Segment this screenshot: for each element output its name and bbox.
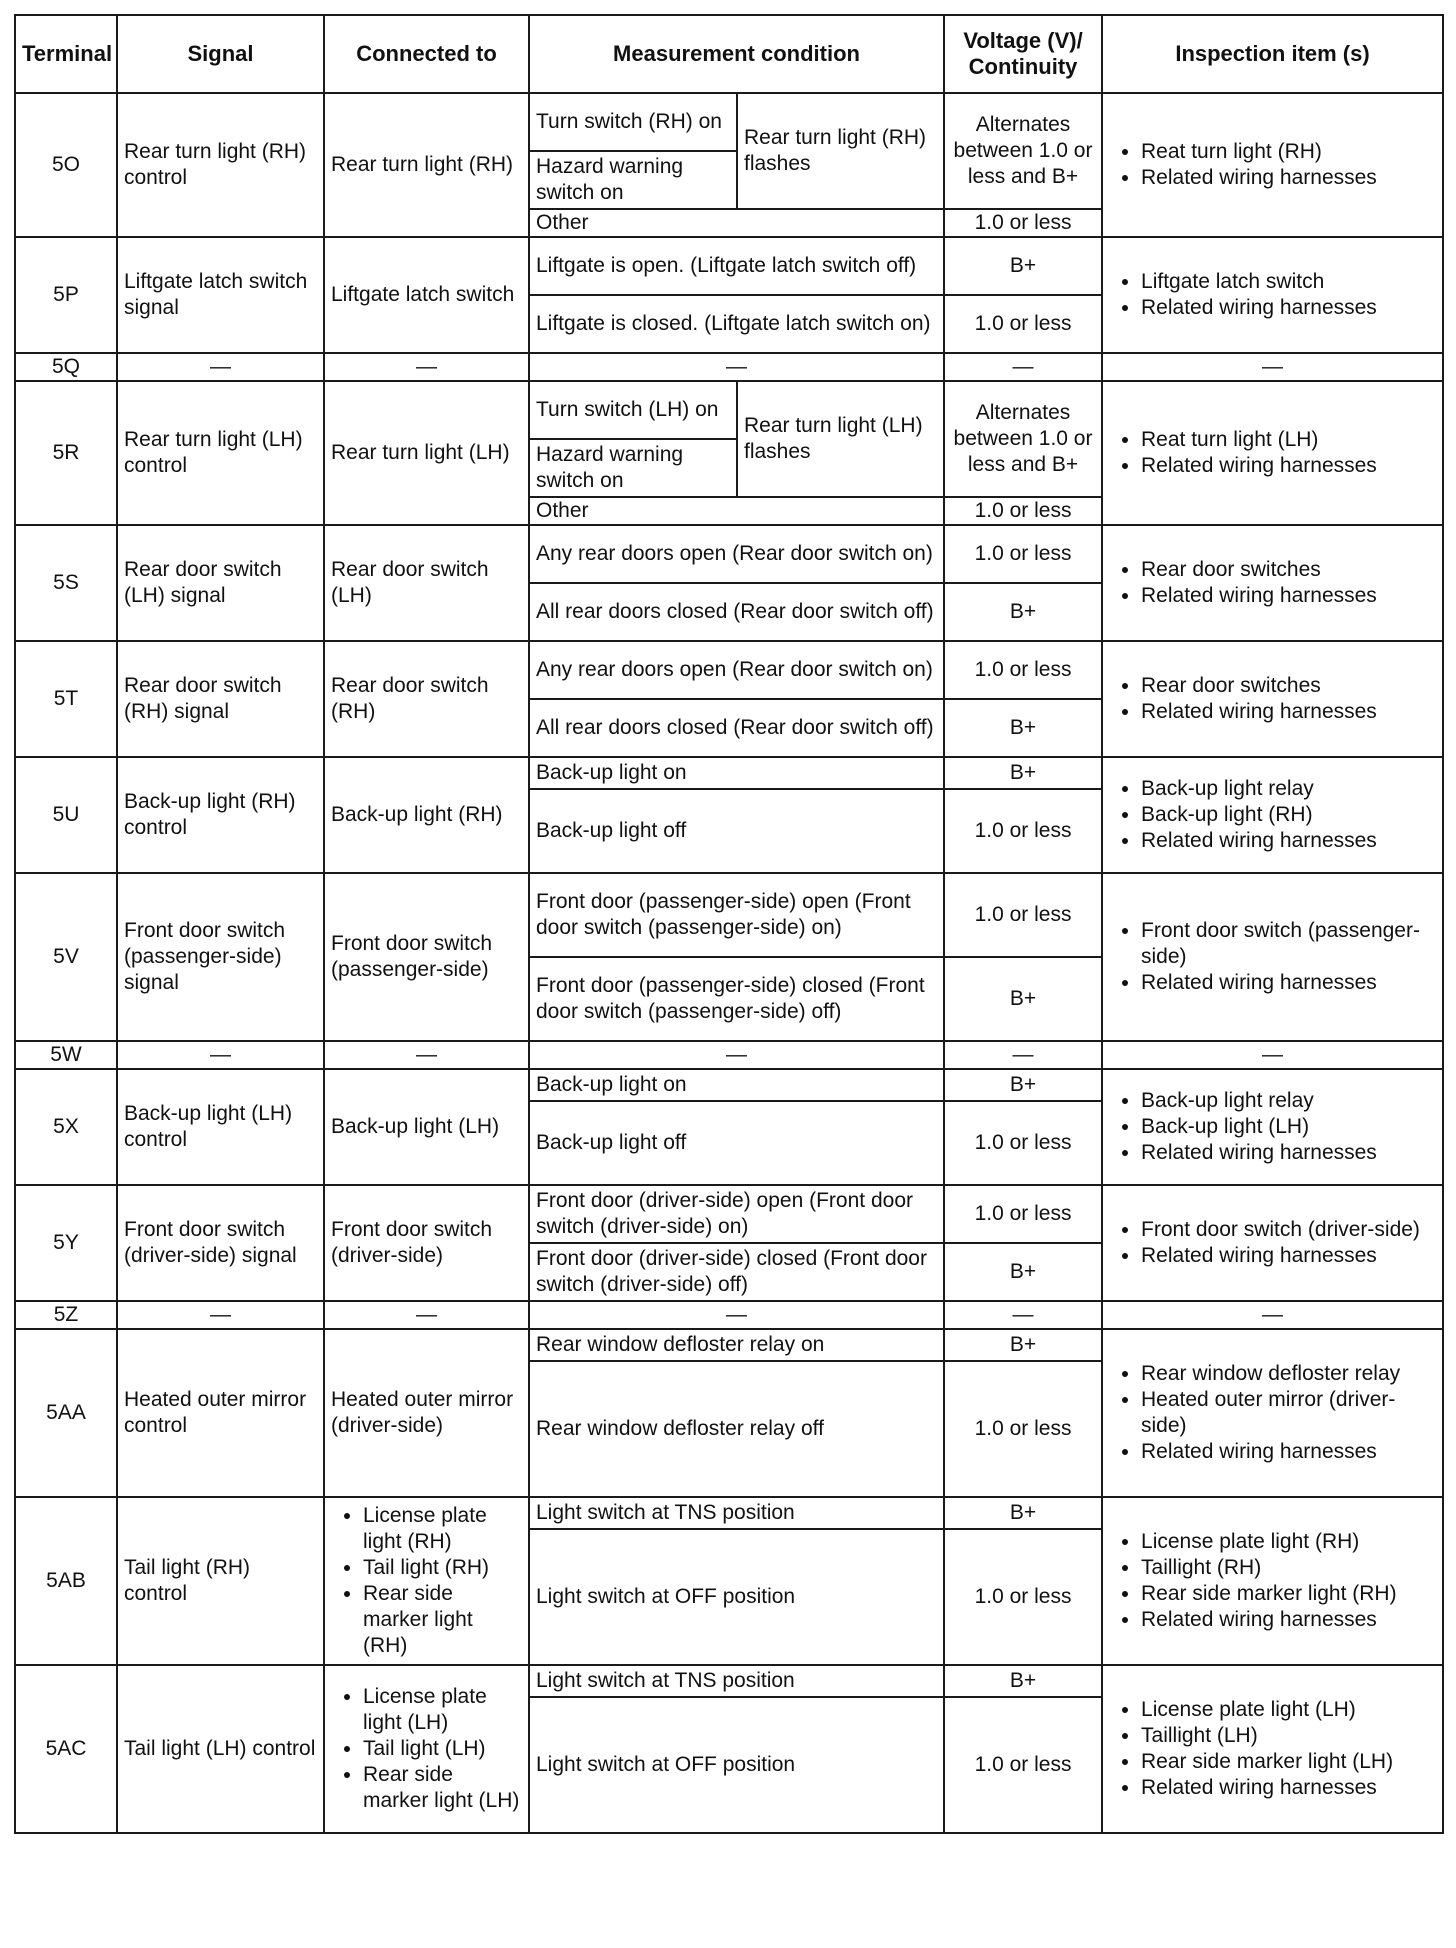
dash-cell: — [1102, 353, 1443, 381]
inspection-list [1109, 1697, 1436, 1801]
dash-cell: — [324, 353, 529, 381]
table-row [15, 873, 1443, 957]
terminal-cell: 5T [15, 641, 117, 757]
voltage-cell: B+ [944, 1243, 1102, 1301]
terminal-cell: 5V [15, 873, 117, 1041]
dash-cell: — [117, 1041, 324, 1069]
inspection-cell [1102, 757, 1443, 873]
voltage-cell: 1.0 or less [944, 641, 1102, 699]
signal-cell: Heated outer mirror control [117, 1329, 324, 1497]
dash-cell: — [529, 1041, 944, 1069]
condition-cell: Hazard warning switch on [529, 439, 737, 497]
condition-cell: Light switch at OFF position [529, 1529, 944, 1665]
list-item: • License plate light (LH) [1141, 1697, 1436, 1723]
list-item: • Back-up light relay [1141, 776, 1436, 802]
voltage-cell: B+ [944, 1329, 1102, 1361]
voltage-cell: 1.0 or less [944, 209, 1102, 237]
table-row [15, 237, 1443, 295]
condition-cell: All rear doors closed (Rear door switch off) [529, 699, 944, 757]
inspection-list [1109, 139, 1436, 191]
voltage-cell: Alternates between 1.0 or less and B+ [944, 93, 1102, 209]
condition-cell: Light switch at OFF position [529, 1697, 944, 1833]
dash-cell: — [117, 353, 324, 381]
voltage-cell: B+ [944, 1497, 1102, 1529]
list-item: • Related wiring harnesses [1141, 1243, 1436, 1269]
voltage-cell: B+ [944, 757, 1102, 789]
list-item: • Tail light (LH) [363, 1736, 522, 1762]
list-item: • Related wiring harnesses [1141, 1775, 1436, 1801]
table-row [15, 1069, 1443, 1101]
terminal-cell: 5Z [15, 1301, 117, 1329]
table-row [15, 757, 1443, 789]
terminal-inspection-table [14, 14, 1444, 1834]
condition-cell: Front door (driver-side) open (Front door switch (driver-side) on) [529, 1185, 944, 1243]
list-item: • Liftgate latch switch [1141, 269, 1436, 295]
terminal-cell: 5O [15, 93, 117, 237]
connected-cell: Heated outer mirror (driver-side) [324, 1329, 529, 1497]
voltage-cell: B+ [944, 699, 1102, 757]
condition-cell: Rear window defloster relay on [529, 1329, 944, 1361]
voltage-cell: B+ [944, 583, 1102, 641]
voltage-cell: B+ [944, 957, 1102, 1041]
connected-cell: Front door switch (passenger-side) [324, 873, 529, 1041]
dash-cell: — [944, 1301, 1102, 1329]
connected-cell: Front door switch (driver-side) [324, 1185, 529, 1301]
header-connected: Connected to [324, 15, 529, 93]
voltage-cell: B+ [944, 1069, 1102, 1101]
connected-list [331, 1684, 522, 1814]
inspection-cell [1102, 525, 1443, 641]
connected-cell: Back-up light (LH) [324, 1069, 529, 1185]
list-item: • Rear door switches [1141, 557, 1436, 583]
terminal-cell: 5R [15, 381, 117, 525]
signal-cell: Tail light (RH) control [117, 1497, 324, 1665]
table-row [15, 1041, 1443, 1069]
list-item: • Tail light (RH) [363, 1555, 522, 1581]
voltage-cell: 1.0 or less [944, 1697, 1102, 1833]
voltage-cell: 1.0 or less [944, 295, 1102, 353]
dash-cell: — [529, 353, 944, 381]
table-row [15, 525, 1443, 583]
list-item: • Taillight (LH) [1141, 1723, 1436, 1749]
voltage-cell: 1.0 or less [944, 873, 1102, 957]
list-item: • Related wiring harnesses [1141, 699, 1436, 725]
list-item: • Front door switch (driver-side) [1141, 1217, 1436, 1243]
table-row [15, 353, 1443, 381]
voltage-cell: Alternates between 1.0 or less and B+ [944, 381, 1102, 497]
terminal-cell: 5AA [15, 1329, 117, 1497]
signal-cell: Rear door switch (LH) signal [117, 525, 324, 641]
list-item: • Related wiring harnesses [1141, 1140, 1436, 1166]
signal-cell: Rear door switch (RH) signal [117, 641, 324, 757]
inspection-cell [1102, 237, 1443, 353]
condition-cell: Other [529, 497, 944, 525]
signal-cell: Rear turn light (RH) control [117, 93, 324, 237]
inspection-list [1109, 269, 1436, 321]
list-item: • Reat turn light (RH) [1141, 139, 1436, 165]
condition-cell: Rear window defloster relay off [529, 1361, 944, 1497]
dash-cell: — [529, 1301, 944, 1329]
signal-cell: Rear turn light (LH) control [117, 381, 324, 525]
dash-cell: — [1102, 1301, 1443, 1329]
list-item: • Back-up light relay [1141, 1088, 1436, 1114]
connected-cell: Rear turn light (RH) [324, 93, 529, 237]
header-inspection: Inspection item (s) [1102, 15, 1443, 93]
list-item: • License plate light (RH) [363, 1503, 522, 1555]
table-row [15, 641, 1443, 699]
condition-cell: Back-up light off [529, 1101, 944, 1185]
inspection-cell [1102, 1329, 1443, 1497]
list-item: • Related wiring harnesses [1141, 165, 1436, 191]
dash-cell: — [324, 1301, 529, 1329]
inspection-list [1109, 918, 1436, 996]
header-voltage: Voltage (V)/ Continuity [944, 15, 1102, 93]
list-item: • Back-up light (LH) [1141, 1114, 1436, 1140]
dash-cell: — [1102, 1041, 1443, 1069]
terminal-cell: 5Q [15, 353, 117, 381]
inspection-list [1109, 1088, 1436, 1166]
voltage-cell: 1.0 or less [944, 1101, 1102, 1185]
condition-cell: All rear doors closed (Rear door switch off) [529, 583, 944, 641]
signal-cell: Liftgate latch switch signal [117, 237, 324, 353]
condition-cell: Rear turn light (LH) flashes [737, 381, 944, 497]
connected-cell: Liftgate latch switch [324, 237, 529, 353]
list-item: • Back-up light (RH) [1141, 802, 1436, 828]
condition-cell: Other [529, 209, 944, 237]
inspection-cell [1102, 1185, 1443, 1301]
list-item: • Related wiring harnesses [1141, 1607, 1436, 1633]
list-item: • Related wiring harnesses [1141, 828, 1436, 854]
condition-cell: Back-up light on [529, 757, 944, 789]
connected-list [331, 1503, 522, 1659]
signal-cell: Front door switch (passenger-side) signal [117, 873, 324, 1041]
signal-cell: Front door switch (driver-side) signal [117, 1185, 324, 1301]
header-row [15, 15, 1443, 93]
inspection-cell [1102, 641, 1443, 757]
inspection-list [1109, 673, 1436, 725]
condition-cell: Liftgate is open. (Liftgate latch switch off) [529, 237, 944, 295]
list-item: • Rear window defloster relay [1141, 1361, 1436, 1387]
condition-cell: Turn switch (RH) on [529, 93, 737, 151]
inspection-cell [1102, 1497, 1443, 1665]
list-item: • License plate light (LH) [363, 1684, 522, 1736]
inspection-list [1109, 427, 1436, 479]
inspection-cell [1102, 93, 1443, 237]
list-item: • Related wiring harnesses [1141, 970, 1436, 996]
table-row [15, 1185, 1443, 1243]
signal-cell: Back-up light (RH) control [117, 757, 324, 873]
table-row [15, 1329, 1443, 1361]
terminal-cell: 5P [15, 237, 117, 353]
inspection-cell [1102, 381, 1443, 525]
inspection-cell [1102, 1665, 1443, 1833]
connected-cell: Back-up light (RH) [324, 757, 529, 873]
inspection-list [1109, 776, 1436, 854]
voltage-cell: B+ [944, 237, 1102, 295]
dash-cell: — [117, 1301, 324, 1329]
table-row [15, 93, 1443, 151]
terminal-cell: 5X [15, 1069, 117, 1185]
voltage-cell: 1.0 or less [944, 1529, 1102, 1665]
inspection-cell [1102, 873, 1443, 1041]
list-item: • Related wiring harnesses [1141, 453, 1436, 479]
terminal-cell: 5U [15, 757, 117, 873]
table-row [15, 1665, 1443, 1697]
inspection-cell [1102, 1069, 1443, 1185]
dash-cell: — [944, 353, 1102, 381]
dash-cell: — [324, 1041, 529, 1069]
connected-cell [324, 1497, 529, 1665]
list-item: • Related wiring harnesses [1141, 295, 1436, 321]
voltage-cell: 1.0 or less [944, 1185, 1102, 1243]
voltage-cell: 1.0 or less [944, 789, 1102, 873]
header-terminal: Terminal [15, 15, 117, 93]
connected-cell: Rear door switch (LH) [324, 525, 529, 641]
list-item: • Rear side marker light (LH) [1141, 1749, 1436, 1775]
table-row [15, 381, 1443, 439]
list-item: • Heated outer mirror (driver-side) [1141, 1387, 1436, 1439]
voltage-cell: B+ [944, 1665, 1102, 1697]
condition-cell: Front door (passenger-side) open (Front door switch (passenger-side) on) [529, 873, 944, 957]
table-row [15, 1497, 1443, 1529]
list-item: • Rear side marker light (RH) [1141, 1581, 1436, 1607]
terminal-cell: 5S [15, 525, 117, 641]
signal-cell: Tail light (LH) control [117, 1665, 324, 1833]
list-item: • Taillight (RH) [1141, 1555, 1436, 1581]
condition-cell: Any rear doors open (Rear door switch on) [529, 525, 944, 583]
terminal-cell: 5AC [15, 1665, 117, 1833]
terminal-cell: 5AB [15, 1497, 117, 1665]
dash-cell: — [944, 1041, 1102, 1069]
list-item: • Related wiring harnesses [1141, 583, 1436, 609]
inspection-list [1109, 1529, 1436, 1633]
list-item: • License plate light (RH) [1141, 1529, 1436, 1555]
list-item: • Related wiring harnesses [1141, 1439, 1436, 1465]
header-signal: Signal [117, 15, 324, 93]
list-item: • Rear door switches [1141, 673, 1436, 699]
voltage-cell: 1.0 or less [944, 1361, 1102, 1497]
inspection-list [1109, 557, 1436, 609]
condition-cell: Back-up light off [529, 789, 944, 873]
voltage-cell: 1.0 or less [944, 497, 1102, 525]
connected-cell: Rear turn light (LH) [324, 381, 529, 525]
condition-cell: Front door (driver-side) closed (Front door switch (driver-side) off) [529, 1243, 944, 1301]
list-item: • Rear side marker light (LH) [363, 1762, 522, 1814]
terminal-cell: 5W [15, 1041, 117, 1069]
list-item: • Front door switch (passenger-side) [1141, 918, 1436, 970]
condition-cell: Back-up light on [529, 1069, 944, 1101]
condition-cell: Any rear doors open (Rear door switch on) [529, 641, 944, 699]
voltage-cell: 1.0 or less [944, 525, 1102, 583]
condition-cell: Light switch at TNS position [529, 1665, 944, 1697]
table-row [15, 1301, 1443, 1329]
header-condition: Measurement condition [529, 15, 944, 93]
list-item: • Rear side marker light (RH) [363, 1581, 522, 1659]
condition-cell: Liftgate is closed. (Liftgate latch switch on) [529, 295, 944, 353]
connected-cell [324, 1665, 529, 1833]
condition-cell: Turn switch (LH) on [529, 381, 737, 439]
condition-cell: Light switch at TNS position [529, 1497, 944, 1529]
condition-cell: Rear turn light (RH) flashes [737, 93, 944, 209]
condition-cell: Front door (passenger-side) closed (Front door switch (passenger-side) off) [529, 957, 944, 1041]
terminal-cell: 5Y [15, 1185, 117, 1301]
inspection-list [1109, 1361, 1436, 1465]
inspection-list [1109, 1217, 1436, 1269]
terminal-table-page [14, 14, 1442, 1934]
condition-cell: Hazard warning switch on [529, 151, 737, 209]
list-item: • Reat turn light (LH) [1141, 427, 1436, 453]
signal-cell: Back-up light (LH) control [117, 1069, 324, 1185]
connected-cell: Rear door switch (RH) [324, 641, 529, 757]
